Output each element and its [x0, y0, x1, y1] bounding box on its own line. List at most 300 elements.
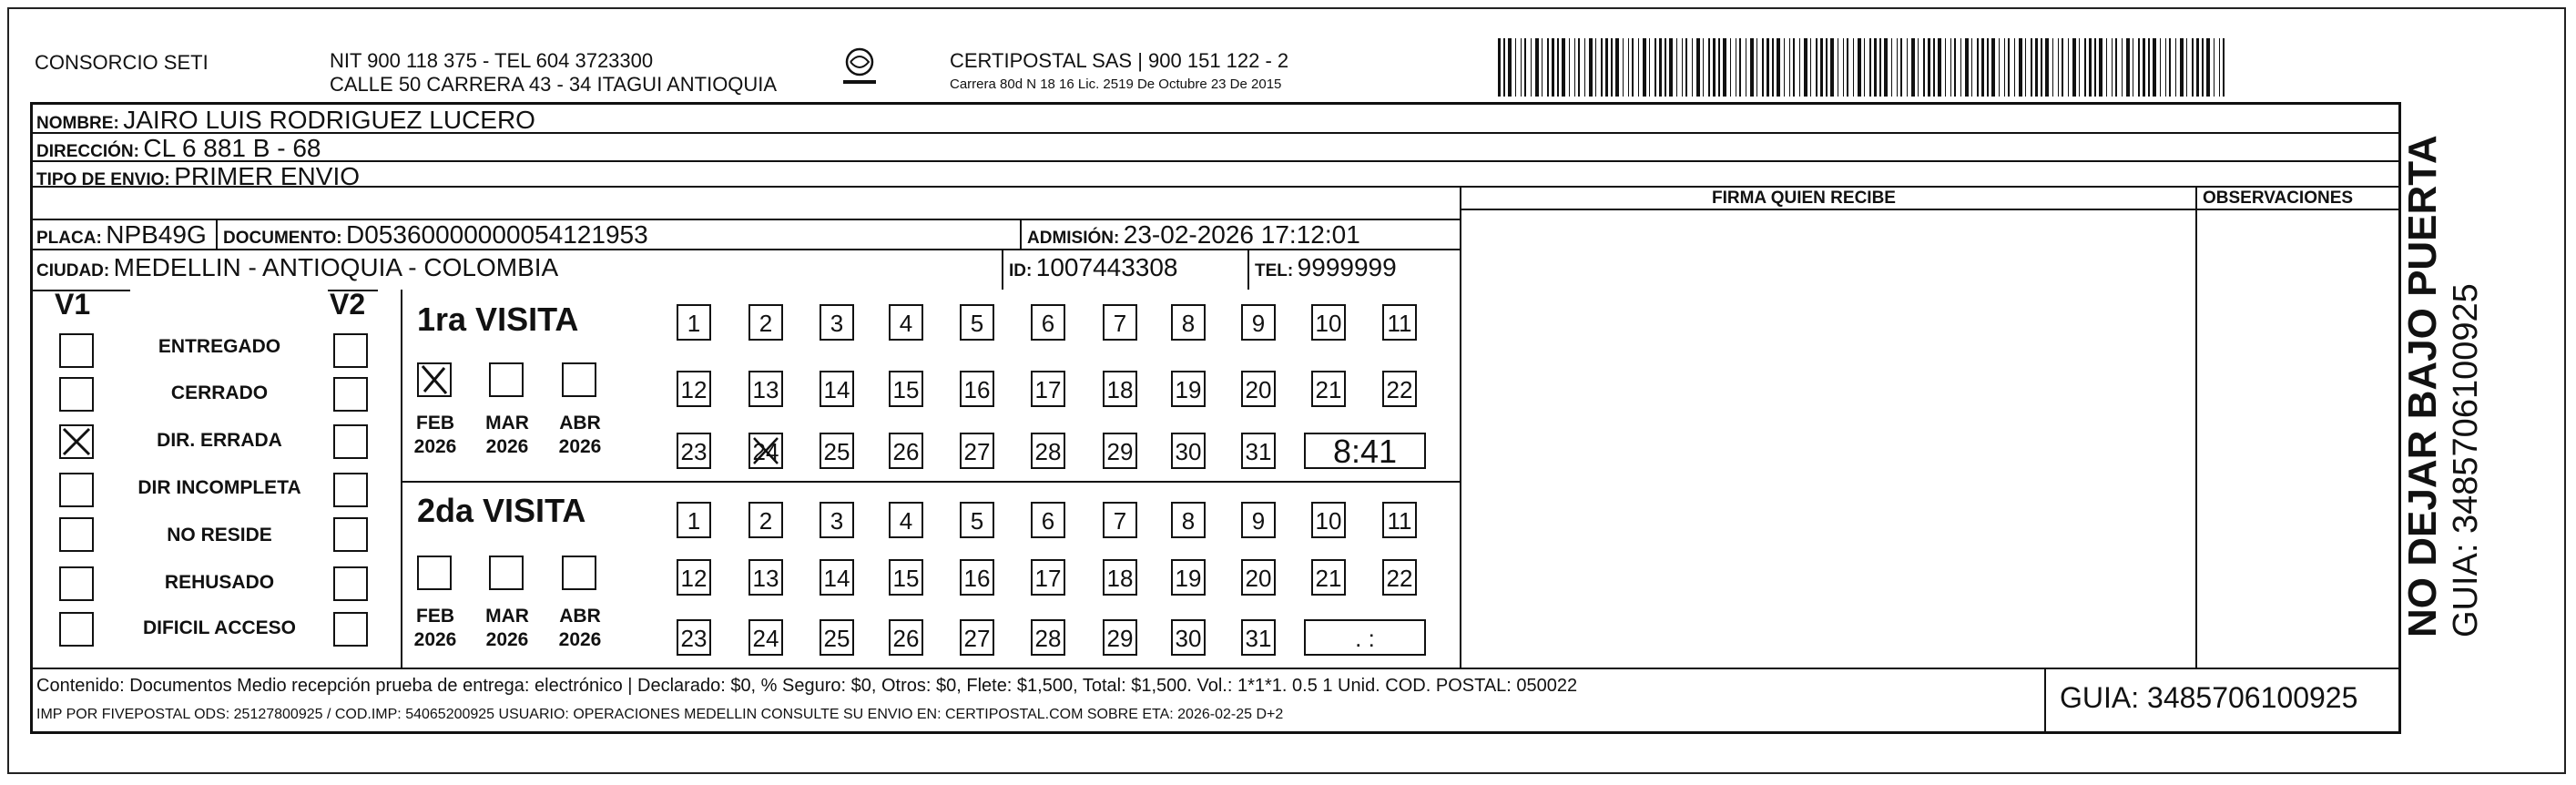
status-cerrado: CERRADO — [170, 382, 269, 403]
barcode-bar — [2223, 38, 2225, 97]
barcode-bar — [1669, 38, 1673, 97]
second-day-21[interactable]: 21 — [1311, 559, 1346, 596]
status-no-reside: NO RESIDE — [167, 525, 272, 545]
second-month-box-abr[interactable] — [562, 556, 596, 590]
side-guia: GUIA: 3485706100925 — [2447, 283, 2485, 637]
barcode-bar — [1762, 38, 1764, 97]
barcode-bar — [1665, 38, 1666, 97]
barcode-bar — [1954, 38, 1956, 97]
city-label: CIUDAD: — [36, 261, 110, 280]
second-month-feb — [408, 605, 463, 652]
barcode-bar — [1820, 38, 1823, 97]
v1-header: V1 — [55, 288, 91, 321]
barcode-bar — [1708, 38, 1710, 97]
v2-checkbox-dir-incompleta[interactable] — [333, 473, 368, 507]
second-day-30[interactable]: 30 — [1171, 619, 1206, 656]
barcode-bar — [1632, 38, 1634, 97]
barcode-bar — [2106, 38, 2107, 97]
first-day-28[interactable]: 28 — [1031, 433, 1065, 469]
barcode-bar — [1933, 38, 1935, 97]
barcode-bar — [1638, 38, 1639, 97]
first-day-20[interactable]: 20 — [1241, 371, 1276, 407]
second-day-6[interactable]: 6 — [1031, 502, 1065, 538]
barcode-bar — [2148, 38, 2150, 97]
company-name: CONSORCIO SETI — [35, 51, 209, 74]
barcode-bar — [2084, 38, 2086, 97]
barcode-bar — [1879, 38, 1881, 97]
barcode-bar — [2143, 38, 2145, 97]
barcode-bar — [1503, 38, 1505, 97]
barcode-bar — [1826, 38, 1828, 97]
second-day-20[interactable]: 20 — [1241, 559, 1276, 596]
barcode-bar — [1718, 38, 1720, 97]
barcode-bar — [1816, 38, 1817, 97]
second-day-2[interactable]: 2 — [748, 502, 783, 538]
first-day-8[interactable]: 8 — [1171, 304, 1206, 341]
barcode-bar — [1784, 38, 1785, 97]
barcode — [1498, 38, 2226, 97]
month-year: 2026 — [485, 629, 529, 650]
barcode-bar — [2079, 38, 2080, 97]
first-day-3[interactable]: 3 — [820, 304, 854, 341]
v1-checkbox-entregado[interactable] — [59, 333, 94, 368]
first-day-2[interactable]: 2 — [748, 304, 783, 341]
barcode-bar — [2045, 38, 2049, 97]
barcode-bar — [1730, 38, 1731, 97]
barcode-bar — [1692, 38, 1693, 97]
month-year: 2026 — [413, 436, 457, 457]
address-row — [36, 134, 321, 163]
first-day-19[interactable]: 19 — [1171, 371, 1206, 407]
plate-cell — [36, 220, 207, 250]
barcode-bar — [1584, 38, 1585, 97]
first-day-23[interactable]: 23 — [677, 433, 711, 469]
x-mark-icon — [419, 364, 450, 395]
barcode-bar — [1521, 38, 1522, 97]
barcode-bar — [1938, 38, 1941, 97]
barcode-bar — [1756, 38, 1757, 97]
month-year: 2026 — [558, 436, 602, 457]
certipostal-name: CERTIPOSTAL SAS | 900 151 122 - 2 — [950, 49, 1289, 72]
first-month-mar — [480, 412, 535, 459]
x-mark-icon — [61, 426, 92, 457]
v1-checkbox-no-reside[interactable] — [59, 517, 94, 552]
signature-header: FIRMA QUIEN RECIBE — [1712, 189, 1896, 208]
day-label: 24 — [752, 438, 779, 465]
barcode-bar — [2004, 38, 2005, 97]
barcode-bar — [1789, 38, 1790, 97]
barcode-bar — [2072, 38, 2076, 97]
id-label: ID: — [1009, 261, 1033, 280]
barcode-bar — [1750, 38, 1754, 97]
barcode-bar — [2202, 38, 2204, 97]
second-day-3[interactable]: 3 — [820, 502, 854, 538]
barcode-bar — [1713, 38, 1716, 97]
month-name: ABR — [559, 413, 601, 433]
first-visit-title: 1ra VISITA — [417, 301, 579, 338]
col-line — [1002, 249, 1003, 290]
plate-label: PLACA: — [36, 229, 102, 248]
second-day-18[interactable]: 18 — [1103, 559, 1137, 596]
barcode-bar — [1623, 38, 1624, 97]
footer-print-line: IMP POR FIVEPOSTAL ODS: 25127800925 / COD.IMP: 54065200925 USUARIO: OPERACIONES MEDELLIN CONSULTE SU ENVIO EN: CERTIPOSTAL.COM SOBRE ETA: 2026-02-25 D+2 — [36, 707, 1284, 722]
first-visit-time[interactable]: 8:41 — [1304, 433, 1426, 469]
barcode-bar — [1601, 38, 1603, 97]
recipient-name: JAIRO LUIS RODRIGUEZ LUCERO — [123, 106, 535, 134]
barcode-bar — [1793, 38, 1795, 97]
first-day-6[interactable]: 6 — [1031, 304, 1065, 341]
barcode-bar — [1578, 38, 1580, 97]
second-day-12[interactable]: 12 — [677, 559, 711, 596]
barcode-bar — [1611, 38, 1613, 97]
second-day-11[interactable]: 11 — [1382, 502, 1417, 538]
barcode-bar — [2138, 38, 2140, 97]
first-day-26[interactable]: 26 — [889, 433, 923, 469]
v2-header: V2 — [330, 288, 366, 321]
col-line — [1460, 186, 1461, 668]
month-year: 2026 — [485, 436, 529, 457]
barcode-bar — [1628, 38, 1629, 97]
barcode-bar — [1999, 38, 2000, 97]
barcode-bar — [1874, 38, 1877, 97]
second-day-24[interactable]: 24 — [748, 619, 783, 656]
first-day-15[interactable]: 15 — [889, 371, 923, 407]
second-day-15[interactable]: 15 — [889, 559, 923, 596]
first-day-30[interactable]: 30 — [1171, 433, 1206, 469]
second-day-19[interactable]: 19 — [1171, 559, 1206, 596]
barcode-bar — [1918, 38, 1919, 97]
barcode-bar — [1945, 38, 1946, 97]
certipostal-logo — [838, 46, 881, 89]
admission-label: ADMISIÓN: — [1027, 229, 1120, 248]
second-visit-title: 2da VISITA — [417, 492, 586, 529]
barcode-bar — [1907, 38, 1908, 97]
col-line — [1247, 249, 1249, 290]
barcode-bar — [1595, 38, 1596, 97]
barcode-bar — [1589, 38, 1593, 97]
barcode-bar — [1569, 38, 1570, 97]
barcode-bar — [2165, 38, 2166, 97]
row-line — [401, 481, 1460, 483]
barcode-bar — [1643, 38, 1646, 97]
second-day-22[interactable]: 22 — [1382, 559, 1417, 596]
month-name: FEB — [416, 606, 454, 627]
admission-value: 23-02-2026 17:12:01 — [1123, 220, 1360, 249]
tel-cell — [1255, 253, 1397, 282]
barcode-bar — [2094, 38, 2096, 97]
document-cell — [223, 220, 648, 250]
col-line — [2195, 186, 2197, 668]
first-month-abr — [553, 412, 607, 459]
barcode-bar — [1864, 38, 1865, 97]
barcode-bar — [1659, 38, 1662, 97]
v2-checkbox-cerrado[interactable] — [333, 377, 368, 412]
barcode-bar — [2019, 38, 2022, 97]
second-day-16[interactable]: 16 — [960, 559, 994, 596]
shipping-form — [30, 102, 2401, 734]
v2-checkbox-no-reside[interactable] — [333, 517, 368, 552]
second-day-7[interactable]: 7 — [1103, 502, 1137, 538]
barcode-bar — [2206, 38, 2210, 97]
month-name: MAR — [485, 606, 529, 627]
first-month-box-mar[interactable] — [489, 362, 524, 397]
barcode-bar — [1524, 38, 1526, 97]
second-visit-time[interactable]: . : — [1304, 619, 1426, 656]
document-value: D05360000000054121953 — [346, 220, 648, 249]
barcode-bar — [2099, 38, 2103, 97]
month-year: 2026 — [558, 629, 602, 650]
barcode-bar — [2025, 38, 2026, 97]
barcode-bar — [2031, 38, 2032, 97]
barcode-bar — [2186, 38, 2187, 97]
barcode-bar — [1923, 38, 1925, 97]
barcode-bar — [1928, 38, 1930, 97]
status-dir-errada: DIR. ERRADA — [157, 430, 282, 451]
first-month-box-abr[interactable] — [562, 362, 596, 397]
barcode-bar — [2214, 38, 2215, 97]
barcode-bar — [1884, 38, 1888, 97]
second-day-13[interactable]: 13 — [748, 559, 783, 596]
barcode-bar — [2041, 38, 2042, 97]
barcode-bar — [1552, 38, 1554, 97]
barcode-bar — [1676, 38, 1677, 97]
address-line: CALLE 50 CARRERA 43 - 34 ITAGUI ANTIOQUIA — [330, 73, 778, 96]
status-rehusado: REHUSADO — [164, 572, 275, 593]
barcode-bar — [2192, 38, 2194, 97]
barcode-bar — [1981, 38, 1984, 97]
v1-checkbox-rehusado[interactable] — [59, 566, 94, 601]
first-day-12[interactable]: 12 — [677, 371, 711, 407]
barcode-bar — [2112, 38, 2113, 97]
second-day-27[interactable]: 27 — [960, 619, 994, 656]
second-day-23[interactable]: 23 — [677, 619, 711, 656]
first-day-10[interactable]: 10 — [1311, 304, 1346, 341]
col-line — [2044, 668, 2046, 734]
status-entregado: ENTREGADO — [158, 336, 281, 357]
month-name: FEB — [416, 413, 454, 433]
first-day-13[interactable]: 13 — [748, 371, 783, 407]
second-day-8[interactable]: 8 — [1171, 502, 1206, 538]
barcode-bar — [1869, 38, 1871, 97]
month-name: MAR — [485, 413, 529, 433]
second-month-box-feb[interactable] — [417, 556, 452, 590]
barcode-bar — [2089, 38, 2092, 97]
barcode-bar — [2035, 38, 2038, 97]
barcode-bar — [2219, 38, 2220, 97]
name-row — [36, 106, 535, 135]
first-day-14[interactable]: 14 — [820, 371, 854, 407]
barcode-bar — [2008, 38, 2010, 97]
guia-box: GUIA: 3485706100925 — [2060, 681, 2358, 714]
barcode-bar — [2169, 38, 2171, 97]
tel-value: 9999999 — [1297, 253, 1397, 281]
barcode-bar — [2160, 38, 2161, 97]
v1-checkbox-cerrado[interactable] — [59, 377, 94, 412]
barcode-bar — [1971, 38, 1972, 97]
barcode-bar — [2068, 38, 2069, 97]
row-line — [30, 160, 2401, 162]
barcode-bar — [1535, 38, 1539, 97]
city-value: MEDELLIN - ANTIOQUIA - COLOMBIA — [113, 253, 559, 281]
barcode-bar — [1847, 38, 1848, 97]
barcode-bar — [1911, 38, 1915, 97]
barcode-bar — [1767, 38, 1769, 97]
first-day-7[interactable]: 7 — [1103, 304, 1137, 341]
barcode-bar — [1977, 38, 1979, 97]
shipment-type: PRIMER ENVIO — [174, 162, 361, 190]
first-day-25[interactable]: 25 — [820, 433, 854, 469]
barcode-bar — [1987, 38, 1989, 97]
barcode-bar — [1682, 38, 1683, 97]
first-month-feb — [408, 412, 463, 459]
barcode-bar — [1723, 38, 1726, 97]
barcode-bar — [1542, 38, 1543, 97]
v1-checkbox-dificil-acceso[interactable] — [59, 612, 94, 647]
id-value: 1007443308 — [1035, 253, 1178, 281]
certipostal-address: Carrera 80d N 18 16 Lic. 2519 De Octubre 23 De 2015 — [950, 76, 1282, 92]
barcode-bar — [1772, 38, 1774, 97]
month-name: ABR — [559, 606, 601, 627]
no-dejar-bajo-puerta: NO DEJAR BAJO PUERTA — [2400, 135, 2445, 637]
barcode-bar — [1858, 38, 1861, 97]
document-label: DOCUMENTO: — [223, 229, 342, 248]
barcode-bar — [1950, 38, 1951, 97]
barcode-bar — [2180, 38, 2184, 97]
barcode-bar — [1830, 38, 1834, 97]
col-line — [1020, 219, 1022, 249]
barcode-bar — [1804, 38, 1807, 97]
admission-cell — [1027, 220, 1360, 250]
barcode-bar — [1777, 38, 1780, 97]
first-day-9[interactable]: 9 — [1241, 304, 1276, 341]
second-month-box-mar[interactable] — [489, 556, 524, 590]
v1-checkbox-dir-incompleta[interactable] — [59, 473, 94, 507]
type-label: TIPO DE ENVIO: — [36, 170, 170, 189]
first-day-17[interactable]: 17 — [1031, 371, 1065, 407]
plate-value: NPB49G — [106, 220, 207, 249]
status-dir-incompleta: DIR INCOMPLETA — [137, 477, 301, 498]
col-line — [216, 219, 218, 249]
second-month-abr — [553, 605, 607, 652]
first-day-31[interactable]: 31 — [1241, 433, 1276, 469]
barcode-bar — [2058, 38, 2059, 97]
first-day-18[interactable]: 18 — [1103, 371, 1137, 407]
first-day-1[interactable]: 1 — [677, 304, 711, 341]
first-day-27[interactable]: 27 — [960, 433, 994, 469]
barcode-bar — [1696, 38, 1700, 97]
barcode-bar — [2122, 38, 2123, 97]
first-day-29[interactable]: 29 — [1103, 433, 1137, 469]
barcode-bar — [2052, 38, 2053, 97]
first-month-box-feb[interactable] — [417, 362, 452, 397]
first-day-21[interactable]: 21 — [1311, 371, 1346, 407]
second-day-14[interactable]: 14 — [820, 559, 854, 596]
nit-line: NIT 900 118 375 - TEL 604 3723300 — [330, 49, 654, 72]
first-day-22[interactable]: 22 — [1382, 371, 1417, 407]
barcode-bar — [2153, 38, 2156, 97]
barcode-bar — [1685, 38, 1687, 97]
v2-checkbox-dificil-acceso[interactable] — [333, 612, 368, 647]
barcode-bar — [2196, 38, 2199, 97]
barcode-bar — [2115, 38, 2117, 97]
footer-content-line: Contenido: Documentos Medio recepción prueba de entrega: electrónico | Declarado: $0, % Seguro: $0, Otros: $0, Flete: $1,500, Total: $1,500. Vol.: 1*1*1. 0.5 1 Unid. COD. POSTAL: 050022 — [36, 676, 1578, 696]
name-label: NOMBRE: — [36, 114, 119, 133]
observations-header: OBSERVACIONES — [2203, 189, 2354, 208]
barcode-bar — [1897, 38, 1898, 97]
barcode-bar — [1991, 38, 1995, 97]
first-day-24[interactable] — [748, 433, 783, 469]
v1-checkbox-dir-errada[interactable] — [59, 424, 94, 459]
barcode-bar — [1508, 38, 1512, 97]
second-day-29[interactable]: 29 — [1103, 619, 1137, 656]
second-day-4[interactable]: 4 — [889, 502, 923, 538]
col-line — [401, 290, 402, 668]
v2-checkbox-dir-errada[interactable] — [333, 424, 368, 459]
barcode-bar — [2175, 38, 2176, 97]
barcode-bar — [1562, 38, 1565, 97]
status-dificil-acceso: DIFICIL ACCESO — [142, 617, 296, 638]
second-day-5[interactable]: 5 — [960, 502, 994, 538]
barcode-bar — [1810, 38, 1811, 97]
barcode-bar — [1655, 38, 1656, 97]
second-day-28[interactable]: 28 — [1031, 619, 1065, 656]
barcode-bar — [1960, 38, 1961, 97]
first-day-16[interactable]: 16 — [960, 371, 994, 407]
id-cell — [1009, 253, 1178, 282]
barcode-bar — [2014, 38, 2015, 97]
second-day-17[interactable]: 17 — [1031, 559, 1065, 596]
barcode-bar — [1649, 38, 1650, 97]
barcode-bar — [1843, 38, 1844, 97]
second-day-25[interactable]: 25 — [820, 619, 854, 656]
v2-checkbox-rehusado[interactable] — [333, 566, 368, 601]
barcode-bar — [1615, 38, 1619, 97]
v2-checkbox-entregado[interactable] — [333, 333, 368, 368]
barcode-bar — [1900, 38, 1902, 97]
barcode-bar — [1799, 38, 1800, 97]
row-line — [1460, 186, 2401, 188]
second-day-31[interactable]: 31 — [1241, 619, 1276, 656]
barcode-bar — [1574, 38, 1575, 97]
barcode-bar — [1739, 38, 1741, 97]
barcode-bar — [2126, 38, 2130, 97]
city-cell — [36, 253, 558, 282]
barcode-bar — [2062, 38, 2063, 97]
barcode-bar — [1557, 38, 1559, 97]
tel-label: TEL: — [1255, 261, 1294, 280]
barcode-bar — [1605, 38, 1608, 97]
second-month-mar — [480, 605, 535, 652]
type-row — [36, 162, 360, 191]
barcode-bar — [1965, 38, 1969, 97]
barcode-bar — [1547, 38, 1549, 97]
barcode-bar — [1515, 38, 1516, 97]
barcode-bar — [1531, 38, 1532, 97]
second-day-26[interactable]: 26 — [889, 619, 923, 656]
first-day-4[interactable]: 4 — [889, 304, 923, 341]
second-day-1[interactable]: 1 — [677, 502, 711, 538]
second-day-10[interactable]: 10 — [1311, 502, 1346, 538]
row-line — [1460, 209, 2401, 210]
barcode-bar — [1703, 38, 1704, 97]
month-year: 2026 — [413, 629, 457, 650]
second-day-9[interactable]: 9 — [1241, 502, 1276, 538]
first-day-5[interactable]: 5 — [960, 304, 994, 341]
barcode-bar — [1891, 38, 1892, 97]
barcode-bar — [1498, 38, 1501, 97]
first-day-11[interactable]: 11 — [1382, 304, 1417, 341]
recipient-address: CL 6 881 B - 68 — [143, 134, 321, 162]
